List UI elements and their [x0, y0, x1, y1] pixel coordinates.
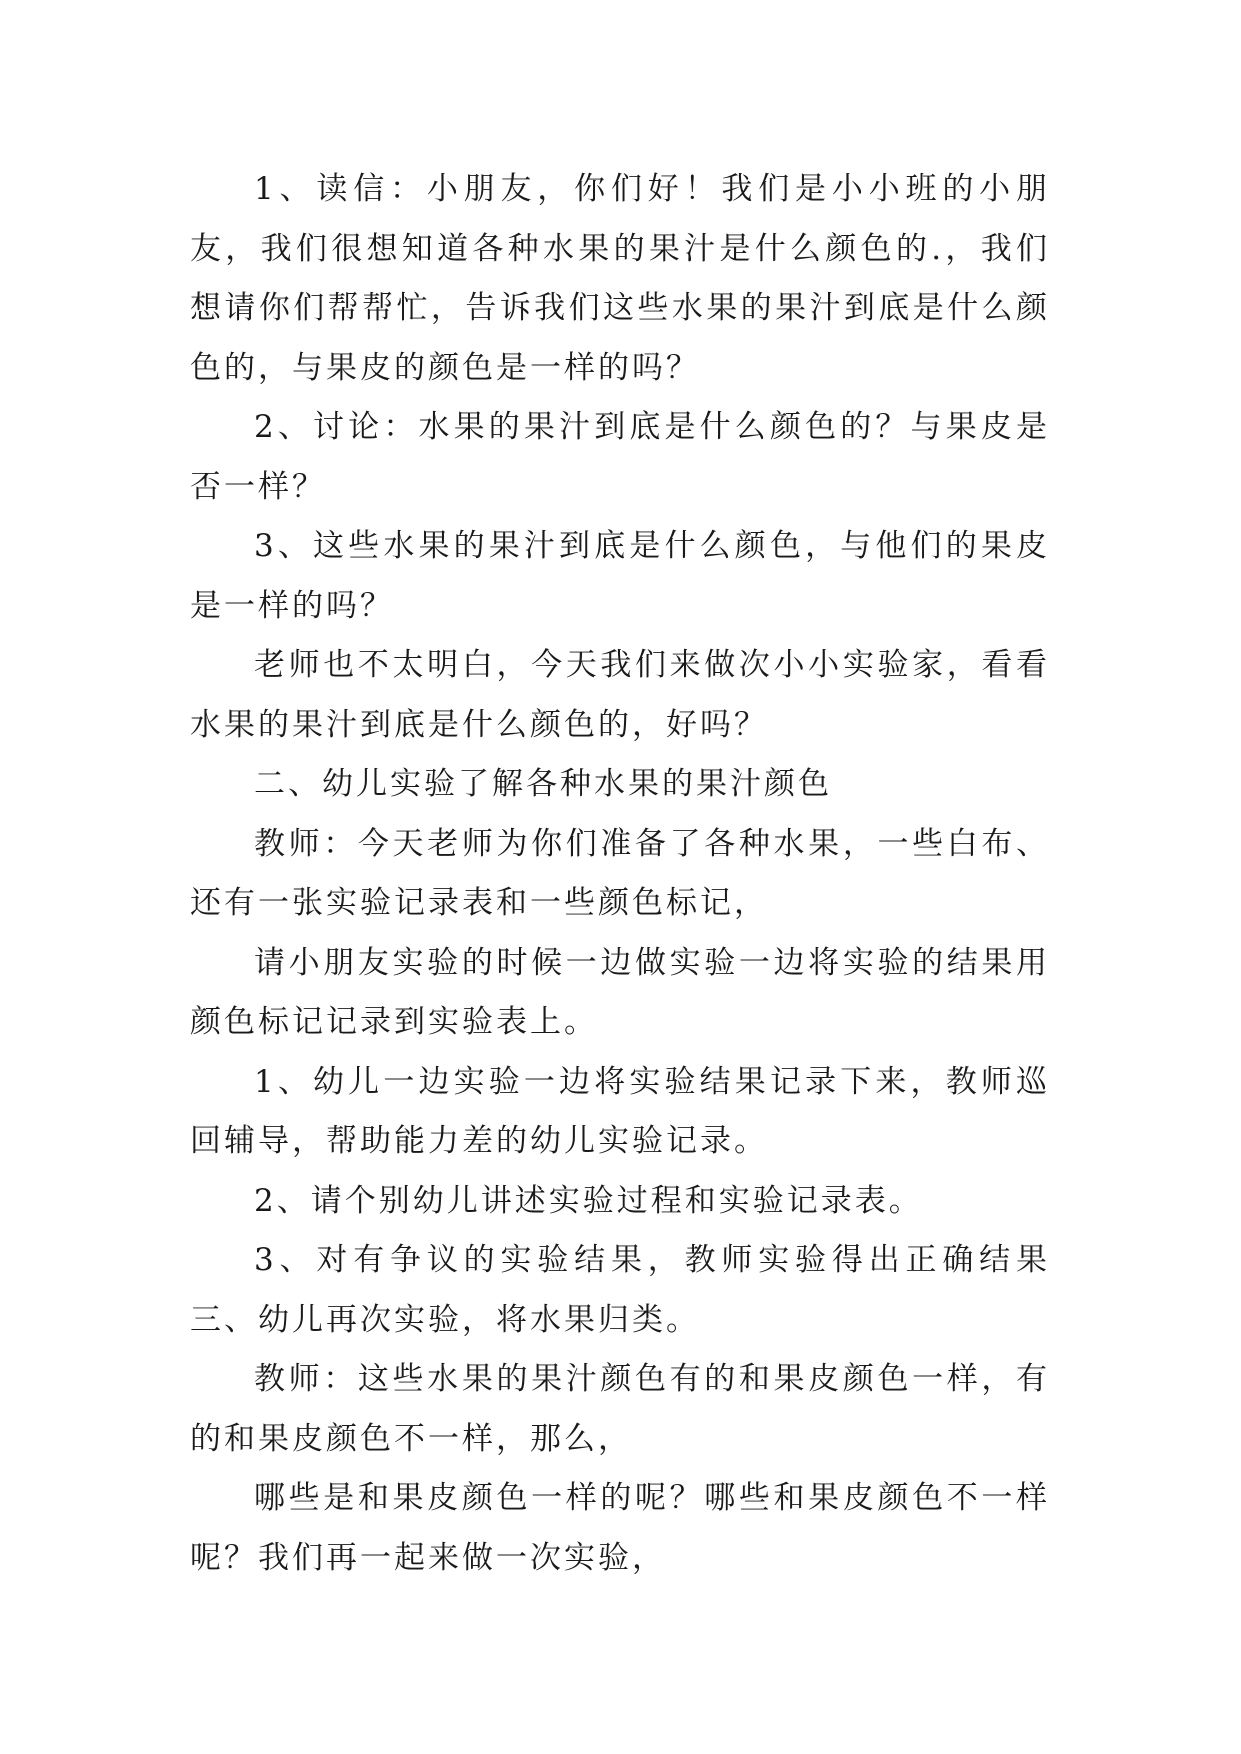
paragraph-step-describe: 2、请个别幼儿讲述实验过程和实验记录表。 [254, 1182, 923, 1219]
paragraph-step-dispute: 3、对有争议的实验结果，教师实验得出正确结果三、幼儿再次实验，将水果归类。 [190, 1242, 1050, 1338]
paragraph-question-again: 哪些是和果皮颜色一样的呢？哪些和果皮颜色不一样呢？我们再一起来做一次实验， [190, 1480, 1050, 1576]
document-body [190, 160, 1050, 1588]
paragraph-teacher-compare: 教师：这些水果的果汁颜色有的和果皮颜色一样，有的和果皮颜色不一样，那么， [190, 1361, 1050, 1457]
paragraph-instructions: 请小朋友实验的时候一边做实验一边将实验的结果用颜色标记记录到实验表上。 [190, 944, 1050, 1040]
paragraph-question: 3、这些水果的果汁到底是什么颜色，与他们的果皮是一样的吗？ [190, 528, 1050, 624]
paragraph-read-letter: 1、读信：小朋友，你们好！我们是小小班的小朋友，我们很想知道各种水果的果汁是什么颜色的.，我们想请你们帮帮忙，告诉我们这些水果的果汁到底是什么颜色的，与果皮的颜色是一样的吗？ [190, 171, 1050, 386]
paragraph-teacher-intro: 老师也不太明白，今天我们来做次小小实验家，看看水果的果汁到底是什么颜色的，好吗？ [190, 647, 1050, 743]
paragraph-step-record: 1、幼儿一边实验一边将实验结果记录下来，教师巡回辅导，帮助能力差的幼儿实验记录。 [190, 1063, 1050, 1159]
paragraph-teacher-materials: 教师：今天老师为你们准备了各种水果，一些白布、还有一张实验记录表和一些颜色标记， [190, 825, 1050, 921]
paragraph-discussion: 2、讨论：水果的果汁到底是什么颜色的？与果皮是否一样？ [190, 409, 1050, 505]
section-heading-experiment: 二、幼儿实验了解各种水果的果汁颜色 [254, 766, 832, 802]
